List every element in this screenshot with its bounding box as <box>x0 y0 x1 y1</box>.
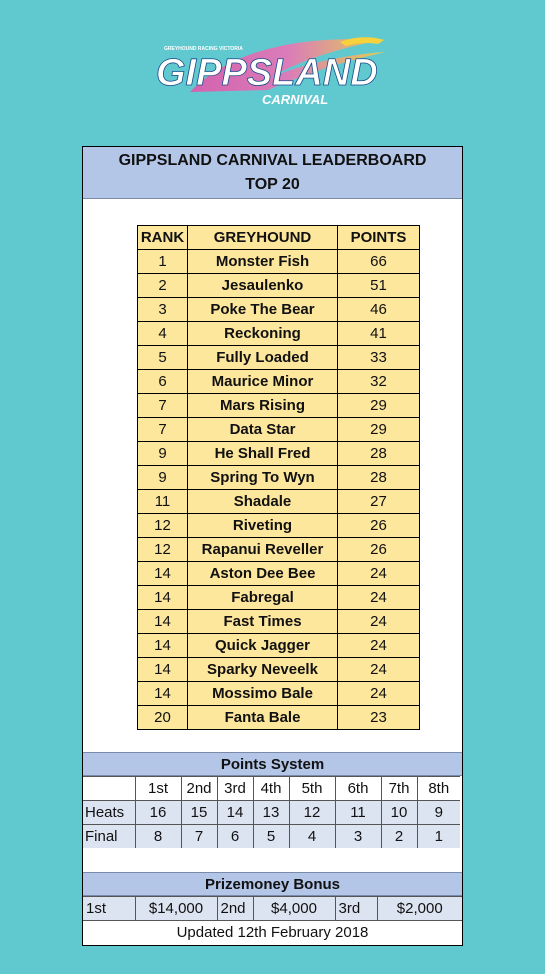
places-row <box>83 777 460 801</box>
points-cell: 24 <box>338 562 420 586</box>
greyhound-cell: Sparky Neveelk <box>188 658 338 682</box>
place-cell: 6th <box>335 777 381 801</box>
rank-cell: 1 <box>138 250 188 274</box>
prizemoney-row <box>83 897 462 921</box>
points-value: 6 <box>217 825 253 849</box>
places-label-cell <box>83 777 135 801</box>
rank-cell: 9 <box>138 466 188 490</box>
points-cell: 28 <box>338 466 420 490</box>
prize-place: 3rd <box>335 897 377 921</box>
points-value: 14 <box>217 801 253 825</box>
points-cell: 24 <box>338 634 420 658</box>
final-label: Final <box>83 825 135 849</box>
table-row <box>138 706 420 730</box>
table-row <box>138 322 420 346</box>
points-cell: 46 <box>338 298 420 322</box>
points-value: 8 <box>135 825 181 849</box>
rank-cell: 20 <box>138 706 188 730</box>
greyhound-cell: Data Star <box>188 418 338 442</box>
points-value: 13 <box>253 801 289 825</box>
greyhound-cell: He Shall Fred <box>188 442 338 466</box>
rank-cell: 7 <box>138 394 188 418</box>
final-row <box>83 825 460 849</box>
rank-cell: 7 <box>138 418 188 442</box>
rank-cell: 14 <box>138 658 188 682</box>
points-cell: 24 <box>338 682 420 706</box>
greyhound-cell: Quick Jagger <box>188 634 338 658</box>
points-value: 11 <box>335 801 381 825</box>
leaderboard-table <box>137 225 420 730</box>
rank-cell: 12 <box>138 514 188 538</box>
table-row <box>138 418 420 442</box>
logo-brand: GIPPSLAND <box>156 52 378 94</box>
place-cell: 3rd <box>217 777 253 801</box>
points-value: 4 <box>289 825 335 849</box>
prize-amount: $2,000 <box>377 897 462 921</box>
points-cell: 24 <box>338 610 420 634</box>
points-cell: 24 <box>338 658 420 682</box>
table-row <box>138 634 420 658</box>
points-cell: 29 <box>338 394 420 418</box>
heats-label: Heats <box>83 801 135 825</box>
table-row <box>138 274 420 298</box>
table-row <box>138 538 420 562</box>
table-row <box>138 610 420 634</box>
points-value: 12 <box>289 801 335 825</box>
points-cell: 33 <box>338 346 420 370</box>
points-value: 7 <box>181 825 217 849</box>
points-system-title: Points System <box>83 752 462 776</box>
rank-cell: 11 <box>138 490 188 514</box>
greyhound-cell: Riveting <box>188 514 338 538</box>
logo-graphic <box>150 30 395 115</box>
table-row <box>138 562 420 586</box>
page-subtitle: TOP 20 <box>245 176 300 193</box>
rank-header: RANK <box>138 226 188 250</box>
points-value: 5 <box>253 825 289 849</box>
greyhound-cell: Monster Fish <box>188 250 338 274</box>
prize-amount: $14,000 <box>135 897 217 921</box>
page-title: GIPPSLAND CARNIVAL LEADERBOARD <box>118 152 427 169</box>
spacer-row <box>83 848 462 872</box>
greyhound-cell: Spring To Wyn <box>188 466 338 490</box>
greyhound-cell: Mossimo Bale <box>188 682 338 706</box>
points-cell: 28 <box>338 442 420 466</box>
place-cell: 5th <box>289 777 335 801</box>
greyhound-cell: Shadale <box>188 490 338 514</box>
greyhound-cell: Fabregal <box>188 586 338 610</box>
points-cell: 24 <box>338 586 420 610</box>
greyhound-cell: Aston Dee Bee <box>188 562 338 586</box>
greyhound-cell: Fanta Bale <box>188 706 338 730</box>
updated-note: Updated 12th February 2018 <box>83 921 462 945</box>
rank-cell: 14 <box>138 682 188 706</box>
logo-tagline: GREYHOUND RACING VICTORIA <box>164 46 243 52</box>
points-value: 15 <box>181 801 217 825</box>
rank-cell: 6 <box>138 370 188 394</box>
greyhound-cell: Fast Times <box>188 610 338 634</box>
points-value: 3 <box>335 825 381 849</box>
greyhound-cell: Rapanui Reveller <box>188 538 338 562</box>
title-band <box>83 147 462 199</box>
table-row <box>138 490 420 514</box>
place-cell: 4th <box>253 777 289 801</box>
place-cell: 1st <box>135 777 181 801</box>
rank-cell: 5 <box>138 346 188 370</box>
rank-cell: 14 <box>138 562 188 586</box>
points-cell: 41 <box>338 322 420 346</box>
points-cell: 29 <box>338 418 420 442</box>
leaderboard-sheet <box>82 146 463 946</box>
gippsland-carnival-logo <box>150 30 395 115</box>
greyhound-cell: Mars Rising <box>188 394 338 418</box>
points-cell: 23 <box>338 706 420 730</box>
prizemoney-table <box>83 896 462 921</box>
rank-cell: 14 <box>138 634 188 658</box>
table-row <box>138 394 420 418</box>
prize-place: 2nd <box>217 897 253 921</box>
points-cell: 66 <box>338 250 420 274</box>
table-row <box>138 514 420 538</box>
place-cell: 8th <box>417 777 460 801</box>
table-row <box>138 442 420 466</box>
greyhound-header: GREYHOUND <box>188 226 338 250</box>
rank-cell: 9 <box>138 442 188 466</box>
points-system-table <box>83 776 460 849</box>
rank-cell: 4 <box>138 322 188 346</box>
table-row <box>138 586 420 610</box>
table-row <box>138 250 420 274</box>
logo-sub: CARNIVAL <box>262 92 329 107</box>
greyhound-cell: Reckoning <box>188 322 338 346</box>
table-row <box>138 466 420 490</box>
points-header: POINTS <box>338 226 420 250</box>
greyhound-cell: Poke The Bear <box>188 298 338 322</box>
greyhound-cell: Jesaulenko <box>188 274 338 298</box>
points-value: 1 <box>417 825 460 849</box>
table-row <box>138 298 420 322</box>
points-value: 10 <box>381 801 417 825</box>
points-cell: 51 <box>338 274 420 298</box>
rank-cell: 3 <box>138 298 188 322</box>
prize-place: 1st <box>83 897 135 921</box>
prize-amount: $4,000 <box>253 897 335 921</box>
place-cell: 7th <box>381 777 417 801</box>
table-row <box>138 346 420 370</box>
table-row <box>138 370 420 394</box>
points-cell: 26 <box>338 538 420 562</box>
rank-cell: 14 <box>138 586 188 610</box>
greyhound-cell: Fully Loaded <box>188 346 338 370</box>
points-cell: 26 <box>338 514 420 538</box>
rank-cell: 2 <box>138 274 188 298</box>
rank-cell: 14 <box>138 610 188 634</box>
greyhound-cell: Maurice Minor <box>188 370 338 394</box>
points-value: 9 <box>417 801 460 825</box>
table-row <box>138 682 420 706</box>
points-cell: 32 <box>338 370 420 394</box>
points-cell: 27 <box>338 490 420 514</box>
prizemoney-title: Prizemoney Bonus <box>83 872 462 896</box>
points-value: 16 <box>135 801 181 825</box>
table-row <box>138 658 420 682</box>
heats-row <box>83 801 460 825</box>
rank-cell: 12 <box>138 538 188 562</box>
points-value: 2 <box>381 825 417 849</box>
leaderboard-header-row <box>138 226 420 250</box>
place-cell: 2nd <box>181 777 217 801</box>
